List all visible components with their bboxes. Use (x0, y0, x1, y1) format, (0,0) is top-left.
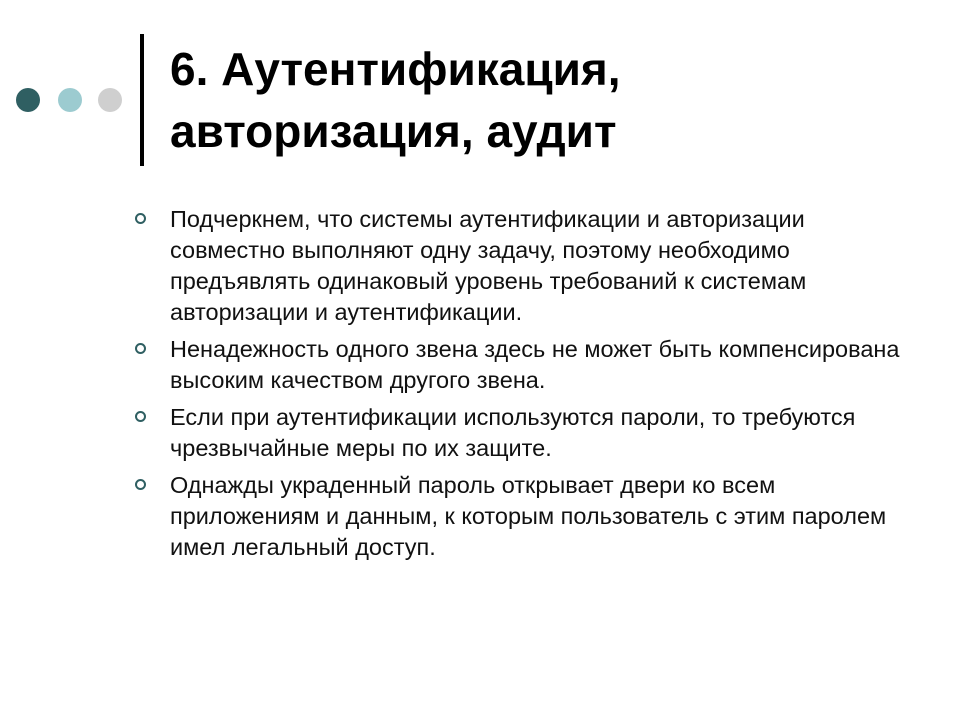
ring-bullet-icon (135, 343, 146, 354)
dot-icon (58, 88, 82, 112)
bullet-item (170, 334, 900, 396)
ring-bullet-icon (135, 479, 146, 490)
dot-icon (98, 88, 122, 112)
bullet-text: Подчеркнем, что системы аутентификации и авторизации совместно выполняют одну задачу, поэтому необходимо предъявлять одинаковый уровень требований к системам авторизации и аутентификации. (170, 206, 807, 325)
dot-icon (16, 88, 40, 112)
bullet-text: Если при аутентификации используются пароли, то требуются чрезвычайные меры по их защите. (170, 404, 856, 461)
bullet-text: Ненадежность одного звена здесь не может быть компенсирована высоким качеством другого звена. (170, 336, 900, 393)
bullet-list (170, 204, 900, 569)
bullet-text: Однажды украденный пароль открывает двери ко всем приложениям и данным, к которым пользователь с этим паролем имел легальный доступ. (170, 472, 887, 560)
slide-title (170, 38, 930, 162)
ring-bullet-icon (135, 213, 146, 224)
bullet-item (170, 204, 900, 328)
bullet-item (170, 470, 900, 563)
title-divider (140, 34, 144, 166)
ring-bullet-icon (135, 411, 146, 422)
slide-title-line-2: авторизация, аудит (170, 105, 617, 157)
slide-title-line-1: 6. Аутентификация, (170, 43, 621, 95)
bullet-item (170, 402, 900, 464)
